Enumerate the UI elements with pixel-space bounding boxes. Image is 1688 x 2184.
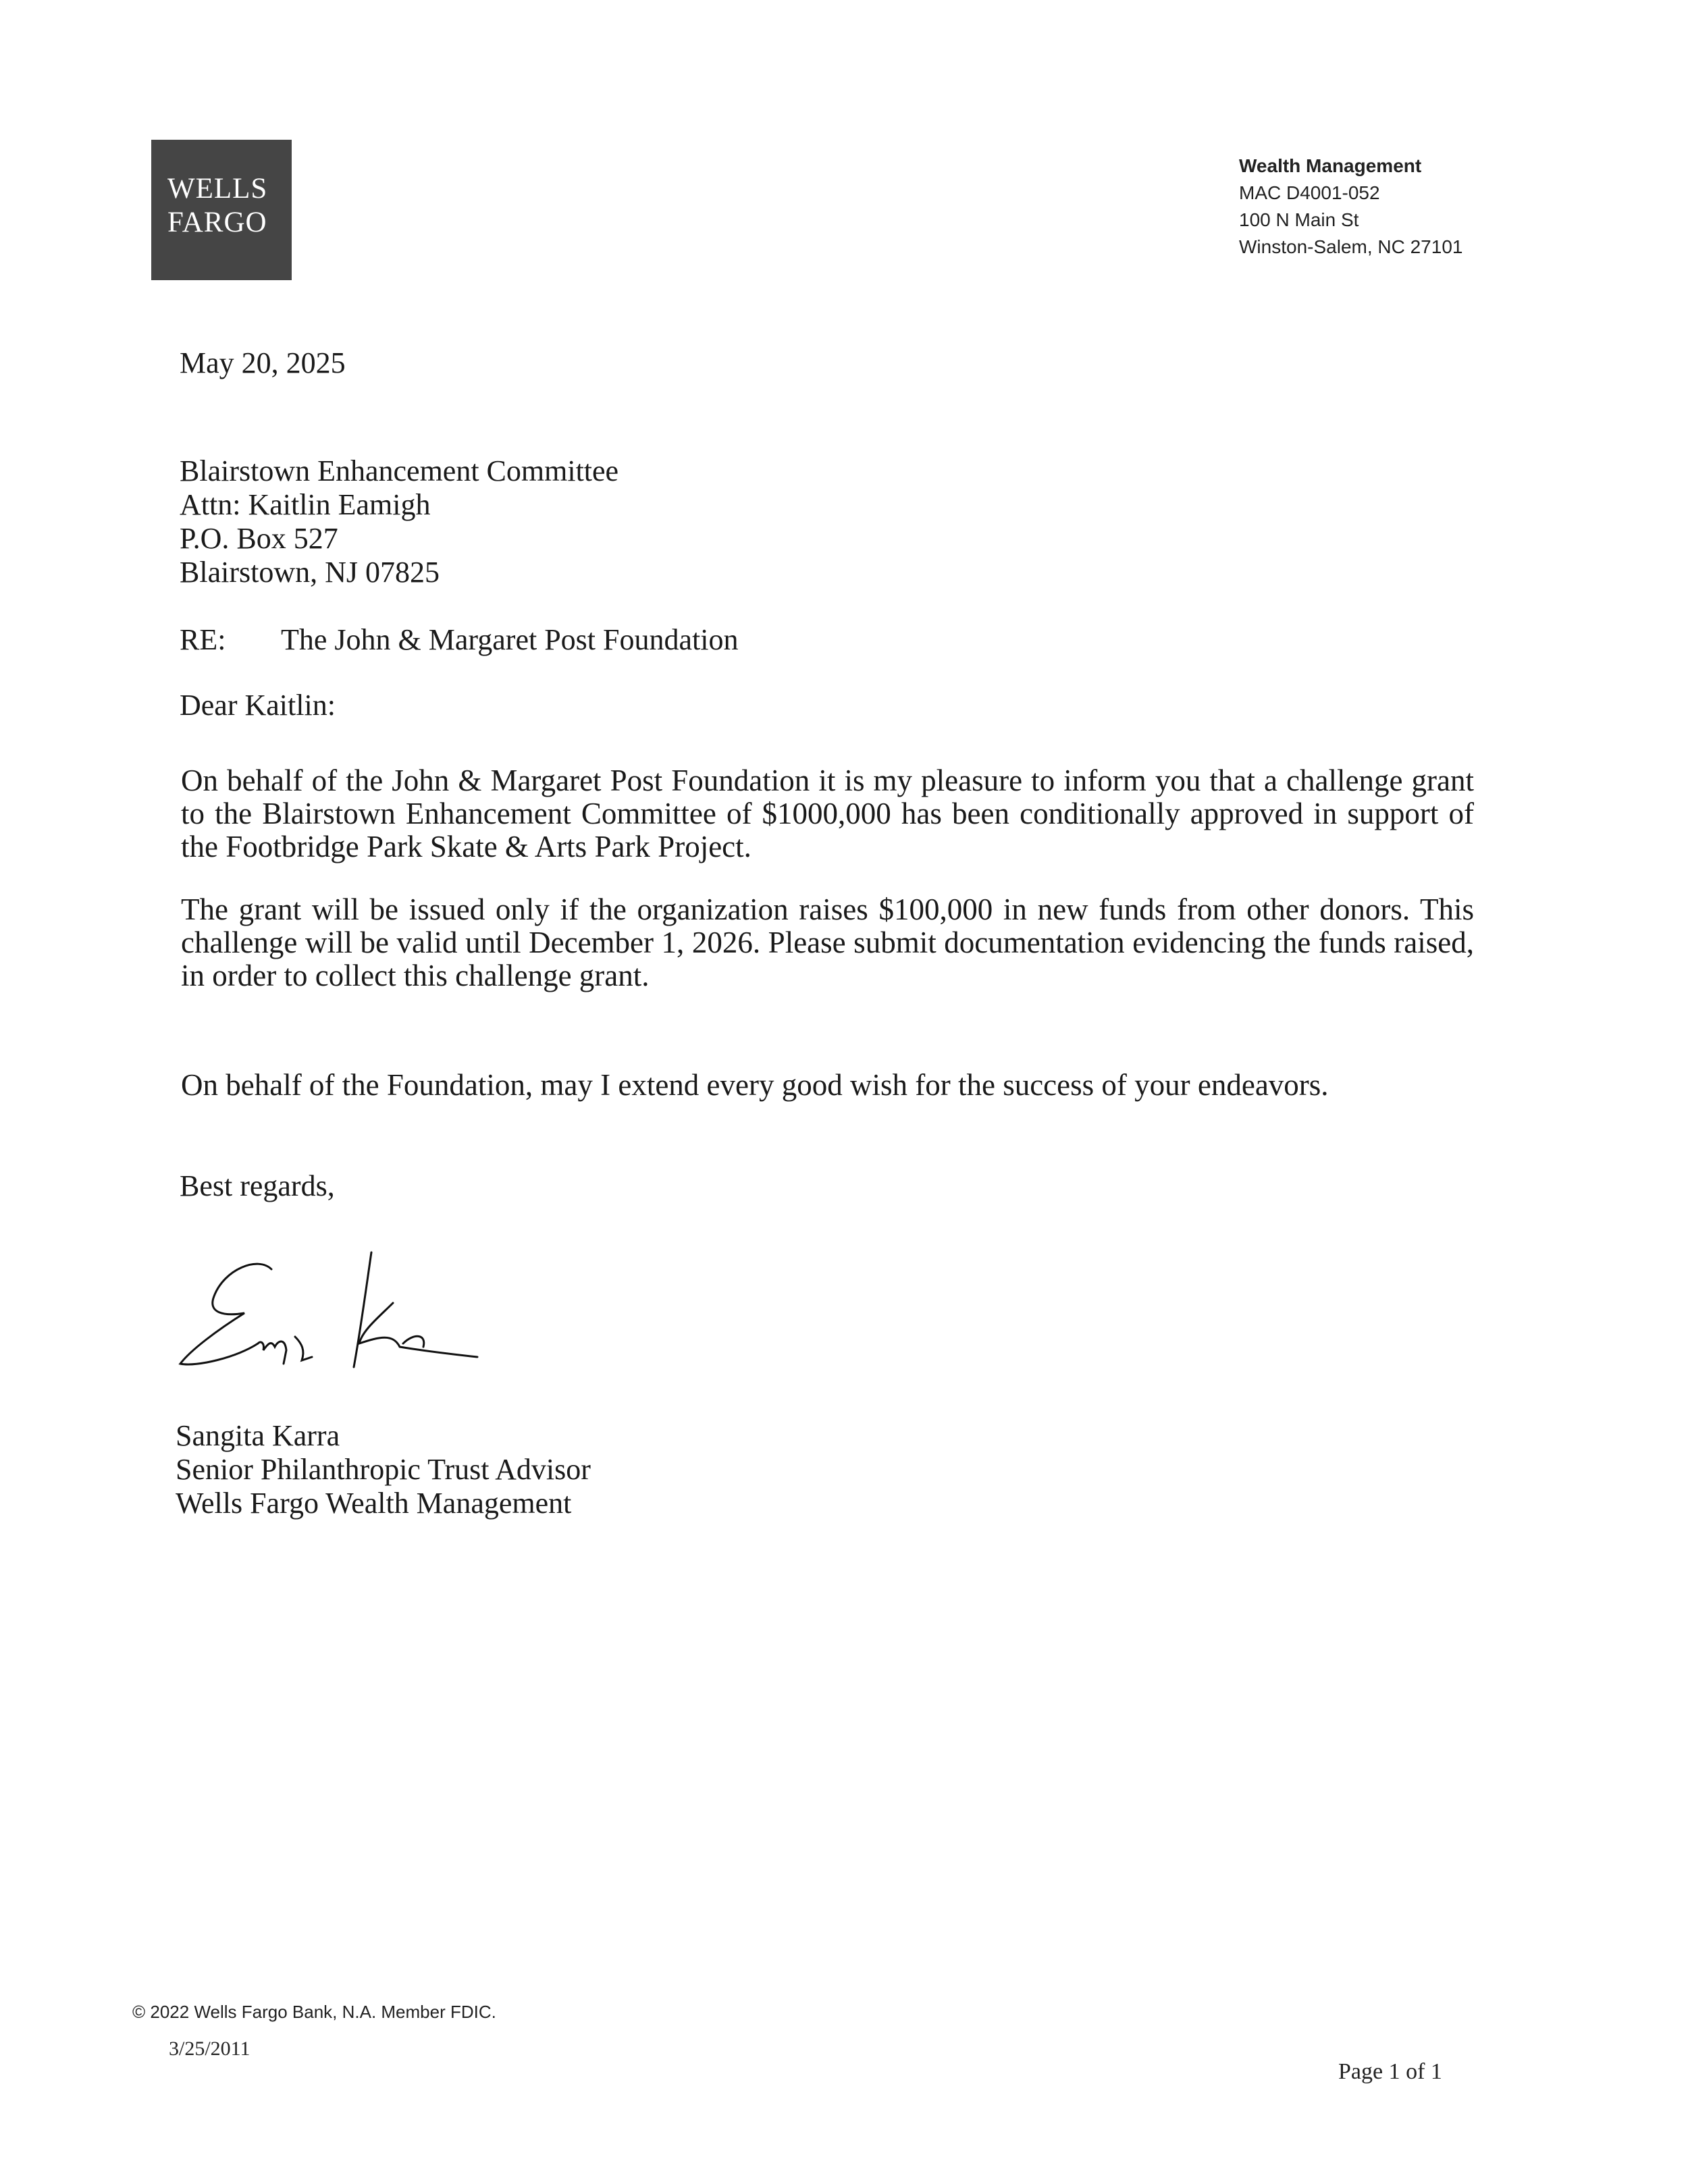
logo-line-2: FARGO (167, 207, 267, 238)
re-label: RE: (180, 623, 226, 656)
signature-image (177, 1249, 487, 1377)
sender-mac: MAC D4001-052 (1239, 182, 1380, 203)
recipient-address (180, 454, 618, 589)
sender-department: Wealth Management (1239, 155, 1422, 176)
recipient-city: Blairstown, NJ 07825 (180, 556, 440, 589)
signatory-name: Sangita Karra (176, 1419, 340, 1452)
signatory-title: Senior Philanthropic Trust Advisor (176, 1453, 591, 1486)
logo-line-1: WELLS (167, 173, 268, 205)
footer-form-date: 3/25/2011 (169, 2037, 250, 2060)
body-paragraph-2: The grant will be issued only if the organization raises $100,000 in new funds from other donors. This challenge will be valid until December 1, 2026. Please submit documentation evidencing the funds raised, in order to collect this challenge grant. (181, 893, 1474, 992)
footer-copyright: © 2022 Wells Fargo Bank, N.A. Member FDIC. (132, 2002, 496, 2022)
recipient-attn: Attn: Kaitlin Eamigh (180, 488, 431, 521)
body-paragraph-3: On behalf of the Foundation, may I extend every good wish for the success of your endeavors. (181, 1068, 1329, 1102)
signatory-company: Wells Fargo Wealth Management (176, 1487, 572, 1520)
recipient-org: Blairstown Enhancement Committee (180, 454, 619, 487)
page-number: Page 1 of 1 (1338, 2059, 1442, 2084)
sender-city: Winston-Salem, NC 27101 (1239, 236, 1463, 257)
re-subject: The John & Margaret Post Foundation (281, 623, 739, 656)
wells-fargo-logo (151, 140, 292, 280)
signatory-block (176, 1419, 591, 1520)
sender-address (1239, 153, 1462, 261)
sender-street: 100 N Main St (1239, 209, 1359, 230)
body-paragraph-1: On behalf of the John & Margaret Post Foundation it is my pleasure to inform you that a challenge grant to the Blairstown Enhancement Committee of $1000,000 has been conditionally approved in support of the Footbridge Park Skate & Arts Park Project. (181, 764, 1474, 863)
re-line (180, 623, 738, 657)
salutation: Dear Kaitlin: (180, 689, 336, 722)
closing: Best regards, (180, 1169, 335, 1202)
recipient-po: P.O. Box 527 (180, 522, 338, 555)
letter-date: May 20, 2025 (180, 346, 346, 379)
